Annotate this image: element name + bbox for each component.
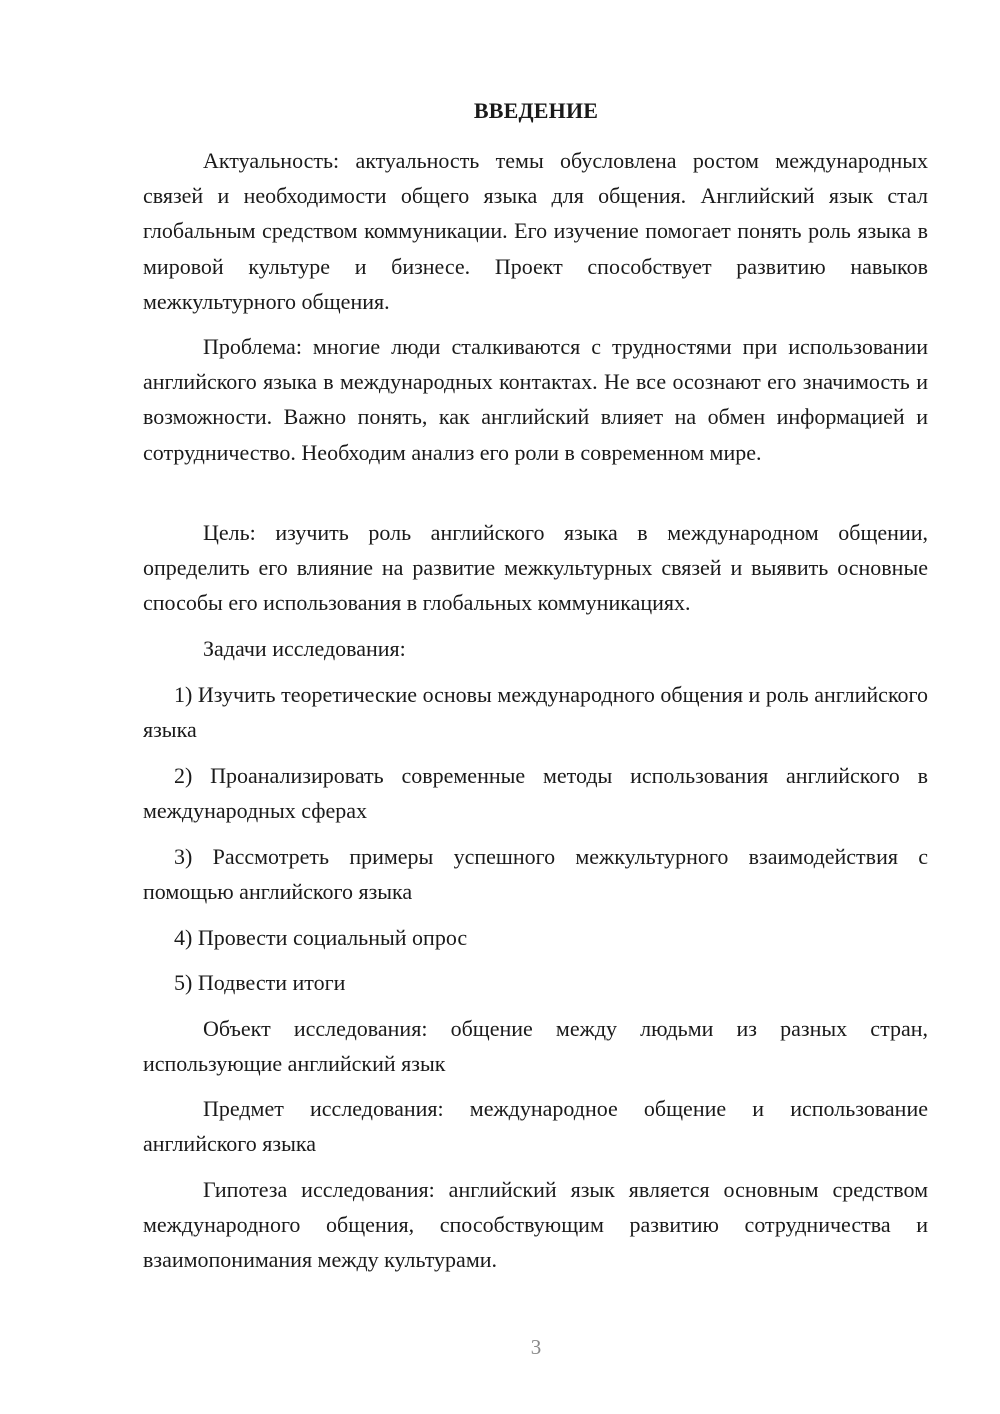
goal-paragraph <box>143 515 928 621</box>
task-item-text: 4) Провести социальный опрос <box>174 925 468 950</box>
task-item-1 <box>143 677 928 747</box>
tasks-heading <box>143 631 928 666</box>
subject-paragraph <box>143 1091 928 1161</box>
subject-text: Предмет исследования: международное общение и использование английского языка <box>143 1096 928 1157</box>
hypothesis-text: Гипотеза исследования: английский язык является основным средством международного общения, способствующим развитию сотрудничества и взаимопонимания между культурами. <box>143 1177 928 1273</box>
goal-text: Цель: изучить роль английского языка в международном общении, определить его влияние на развитие межкультурных связей и выявить основные способы его использования в глобальных коммуникациях. <box>143 520 928 616</box>
task-item-3 <box>143 839 928 909</box>
page-number: 3 <box>530 1335 542 1359</box>
task-item-text: 5) Подвести итоги <box>174 970 346 995</box>
task-item-5 <box>143 965 928 1000</box>
task-item-text: 1) Изучить теоретические основы международного общения и роль английского языка <box>143 682 928 743</box>
task-item-4 <box>143 920 928 955</box>
task-item-text: 2) Проанализировать современные методы использования английского в международных сферах <box>143 763 928 824</box>
relevance-paragraph <box>143 143 928 319</box>
relevance-text: Актуальность: актуальность темы обусловлена ростом международных связей и необходимости общего языка для общения. Английский язык стал глобальным средством коммуникации. Его изучение помогает понять роль языка в мировой культуре и бизнесе. Проект способствует развитию навыков межкультурного общения. <box>143 148 928 314</box>
task-item-2 <box>143 758 928 828</box>
task-item-text: 3) Рассмотреть примеры успешного межкультурного взаимодействия с помощью английского языка <box>143 844 928 905</box>
tasks-heading-text: Задачи исследования: <box>203 636 406 661</box>
object-paragraph <box>143 1011 928 1081</box>
problem-paragraph <box>143 329 928 470</box>
hypothesis-paragraph <box>143 1172 928 1278</box>
object-text: Объект исследования: общение между людьми из разных стран, использующие английский язык <box>143 1016 928 1077</box>
problem-text: Проблема: многие люди сталкиваются с трудностями при использовании английского языка в международных контактах. Не все осознают его значимость и возможности. Важно понять, как английский влияет на обмен информацией и сотрудничество. Необходим анализ его роли в современном мире. <box>143 334 928 465</box>
page-title: ВВЕДЕНИЕ <box>473 98 599 123</box>
